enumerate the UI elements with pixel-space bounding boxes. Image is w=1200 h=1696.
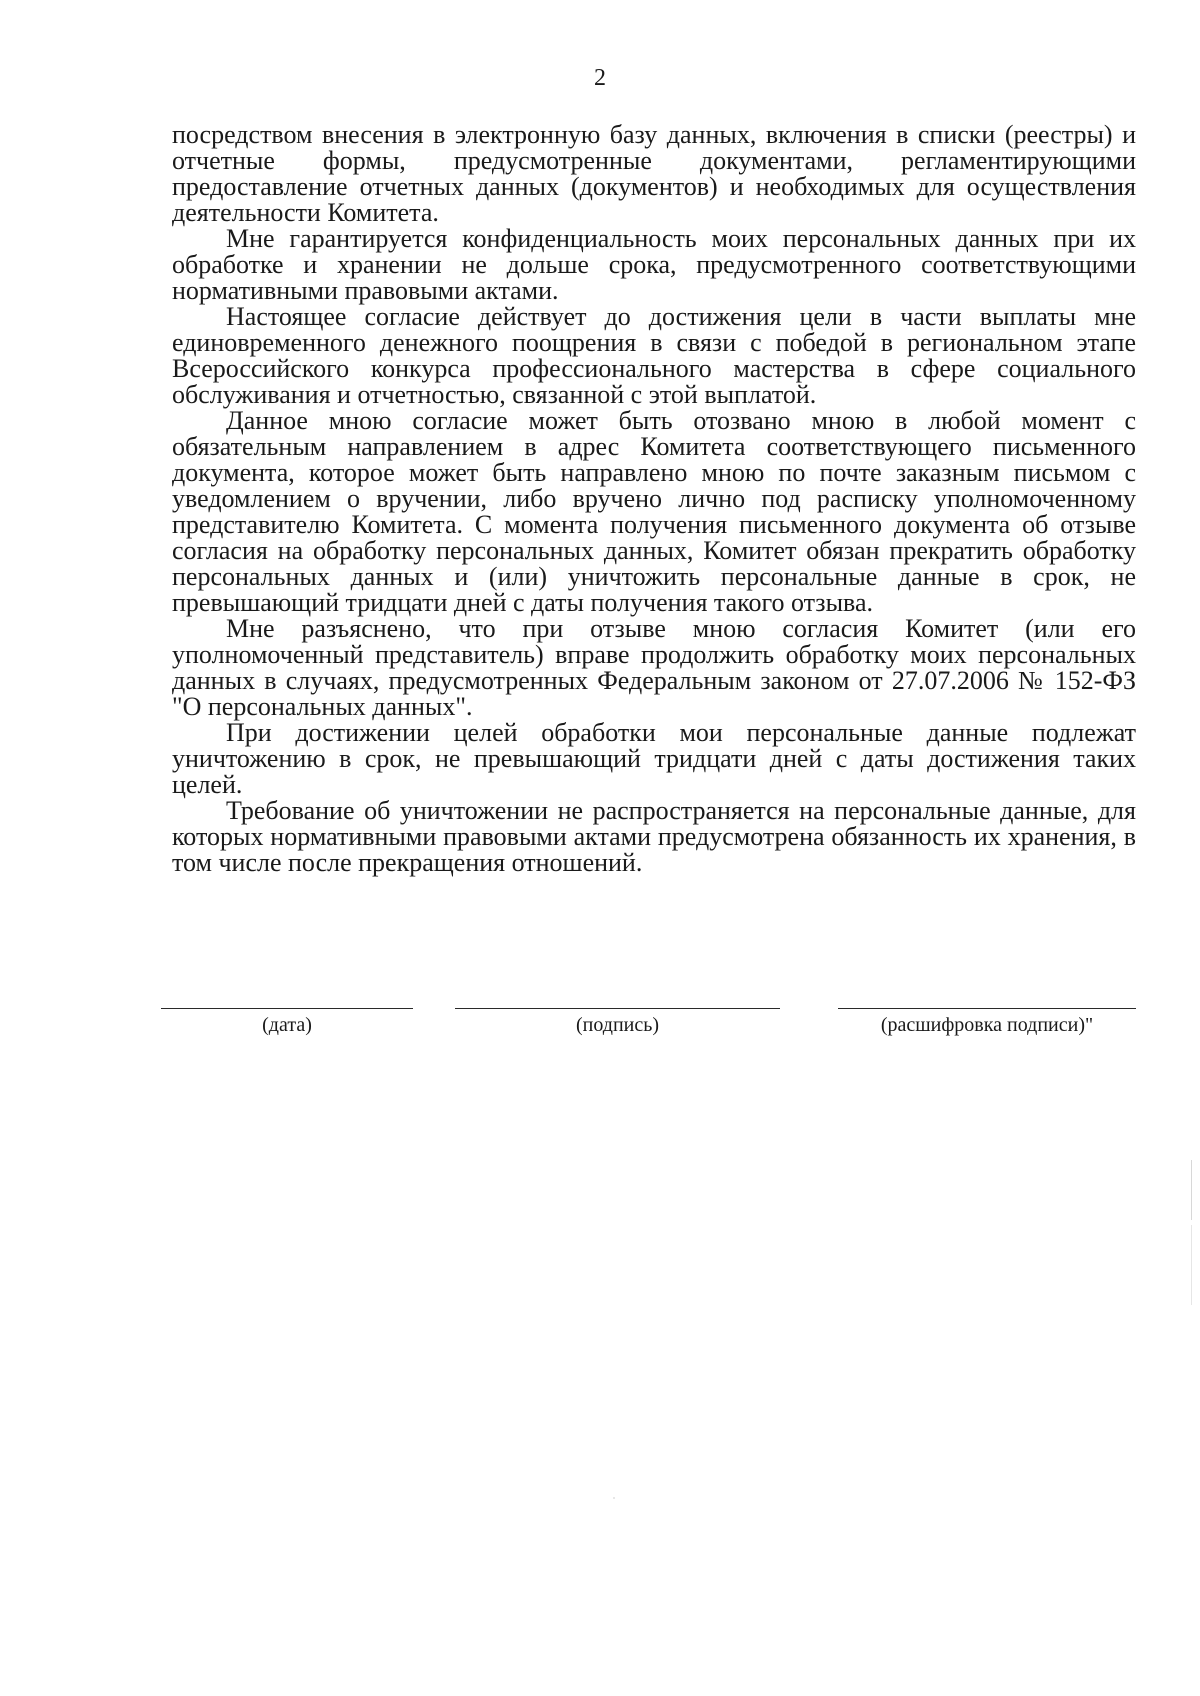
document-body bbox=[172, 122, 1136, 876]
paragraph-confidentiality: Мне гарантируется конфиденциальность моих персональных данных при их обработке и хранении не дольше срока, предусмотренного соответствующими нормативными правовыми актами. bbox=[172, 224, 1136, 305]
paragraph-destruction: При достижении целей обработки мои персональные данные подлежат уничтожению в срок, не превышающий тридцати дней с даты достижения таких целей. bbox=[172, 718, 1136, 799]
signature-label: (подпись) bbox=[575, 1014, 660, 1036]
paragraph-continuation: посредством внесения в электронную базу данных, включения в списки (реестры) и отчетные формы, предусмотренные документами, регламентирующими предоставление отчетных данных (документов) и необходимых для осуществления деятельности Комитета. bbox=[172, 120, 1136, 227]
date-label: (дата) bbox=[262, 1014, 312, 1036]
paragraph-validity: Настоящее согласие действует до достижения цели в части выплаты мне единовременного денежного поощрения в связи с победой в региональном этапе Всероссийского конкурса профессионального мастерства в сфере социального обслуживания и отчетностью, связанной с этой выплатой. bbox=[172, 302, 1136, 409]
scan-artifact bbox=[1191, 1225, 1192, 1305]
paragraph-explanation: Мне разъяснено, что при отзыве мною согласия Комитет (или его уполномоченный представитель) вправе продолжить обработку моих персональных данных в случаях, предусмотренных Федеральным законом от 27.07.2006 № 152-ФЗ "О персональных данных". bbox=[172, 614, 1136, 721]
signature-field bbox=[455, 1008, 780, 1035]
page-number: 2 bbox=[594, 65, 606, 91]
date-field bbox=[161, 1008, 413, 1035]
scan-speck bbox=[613, 1497, 615, 1499]
signature-decode-field bbox=[838, 1008, 1136, 1035]
scan-artifact bbox=[1191, 1160, 1192, 1220]
signature-decode-label: (расшифровка подписи)" bbox=[880, 1014, 1094, 1036]
paragraph-revocation: Данное мною согласие может быть отозвано мною в любой момент с обязательным направлением в адрес Комитета соответствующего письменного документа, которое может быть направлено мною по почте заказным письмом с уведомлением о вручении, либо вручено лично под расписку уполномоченному представителю Комитета. С момента получения письменного документа об отзыве согласия на обработку персональных данных, Комитет обязан прекратить обработку персональных данных и (или) уничтожить персональные данные в срок, не превышающий тридцати дней с даты получения такого отзыва. bbox=[172, 406, 1136, 617]
paragraph-exception: Требование об уничтожении не распространяется на персональные данные, для которых нормативными правовыми актами предусмотрена обязанность их хранения, в том числе после прекращения отношений. bbox=[172, 796, 1136, 877]
signature-block bbox=[0, 1008, 1200, 1048]
